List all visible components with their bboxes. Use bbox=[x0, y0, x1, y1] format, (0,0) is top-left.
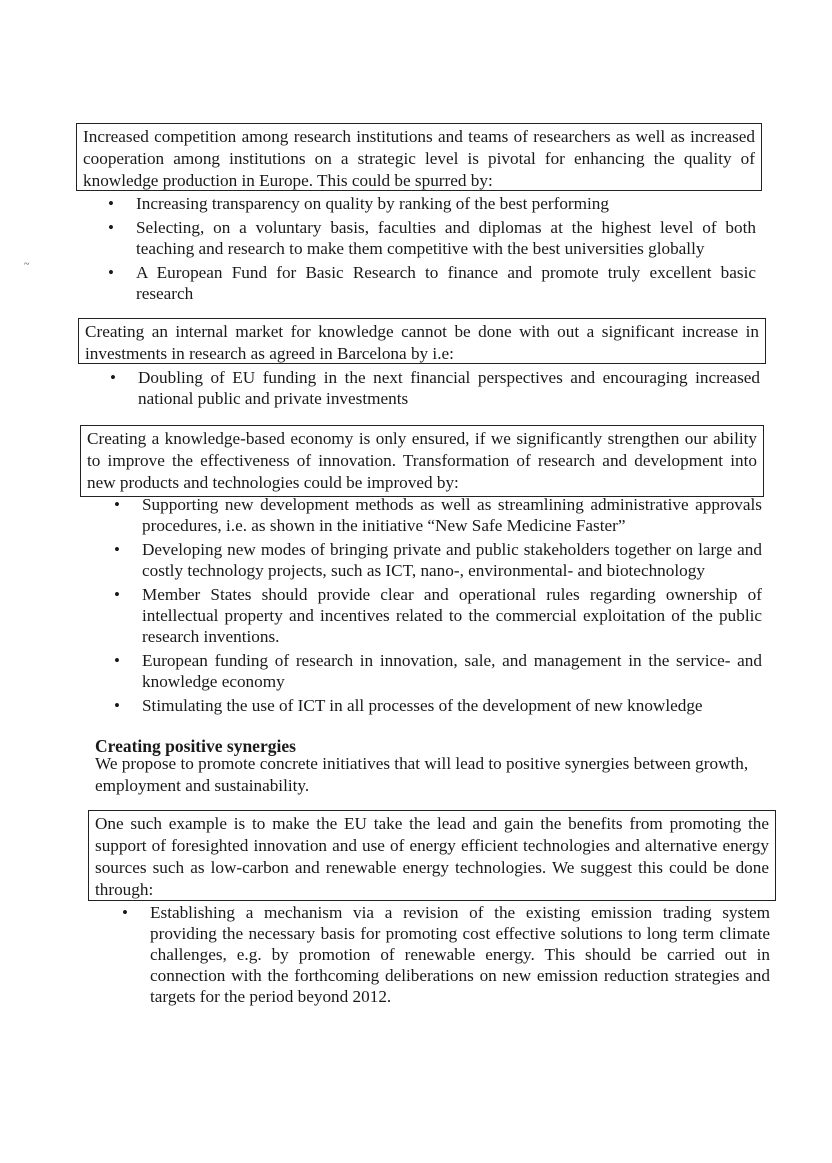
scan-mark: ~ bbox=[24, 259, 30, 270]
list-item: • Establishing a mechanism via a revision of the existing emission trading system providing the necessary basis for promoting cost effective solutions to long term climate challenges, e.g. by promotion of renewable energy. This should be carried out in connection with the forthcoming deliberations on new emission reduction strategies and targets for the period beyond 2012. bbox=[122, 902, 770, 1007]
list-item: • Supporting new development methods as well as streamlining administrative approvals procedures, i.e. as shown in the initiative “New Safe Medicine Faster” bbox=[114, 494, 762, 536]
list-item: • Stimulating the use of ICT in all processes of the development of new knowledge bbox=[114, 695, 762, 716]
bullet-list-internal-market bbox=[110, 367, 760, 412]
bullet-list-innovation bbox=[114, 494, 762, 719]
boxed-paragraph-energy: One such example is to make the EU take the lead and gain the benefits from promoting the support of foresighted innovation and use of energy efficient technologies and alternative energy sources such as low-carbon and renewable energy technologies. We suggest this could be done through: bbox=[88, 810, 776, 901]
bullet-list-competition bbox=[108, 193, 756, 307]
boxed-paragraph-internal-market: Creating an internal market for knowledge cannot be done with out a significant increase in investments in research as agreed in Barcelona by i.e: bbox=[78, 318, 766, 364]
list-item: • Doubling of EU funding in the next financial perspectives and encouraging increased national public and private investments bbox=[110, 367, 760, 409]
list-item: • Developing new modes of bringing private and public stakeholders together on large and costly technology projects, such as ICT, nano-, environmental- and biotechnology bbox=[114, 539, 762, 581]
list-item: • Selecting, on a voluntary basis, faculties and diplomas at the highest level of both teaching and research to make them competitive with the best universities globally bbox=[108, 217, 756, 259]
section-intro-paragraph: We propose to promote concrete initiatives that will lead to positive synergies between growth, employment and sustainability. bbox=[95, 754, 749, 795]
list-item: • European funding of research in innovation, sale, and management in the service- and knowledge economy bbox=[114, 650, 762, 692]
boxed-paragraph-competition: Increased competition among research institutions and teams of researchers as well as increased cooperation among institutions on a strategic level is pivotal for enhancing the quality of knowledge production in Europe. This could be spurred by: bbox=[76, 123, 762, 191]
boxed-paragraph-innovation: Creating a knowledge-based economy is only ensured, if we significantly strengthen our ability to improve the effectiveness of innovation. Transformation of research and development into new products and technologies could be improved by: bbox=[80, 425, 764, 497]
bullet-list-energy bbox=[122, 902, 770, 1010]
list-item: • Increasing transparency on quality by ranking of the best performing bbox=[108, 193, 756, 214]
list-item: • A European Fund for Basic Research to finance and promote truly excellent basic research bbox=[108, 262, 756, 304]
list-item: • Member States should provide clear and operational rules regarding ownership of intellectual property and incentives related to the commercial exploitation of the public research inventions. bbox=[114, 584, 762, 647]
section-heading: Creating positive synergies bbox=[95, 736, 296, 756]
